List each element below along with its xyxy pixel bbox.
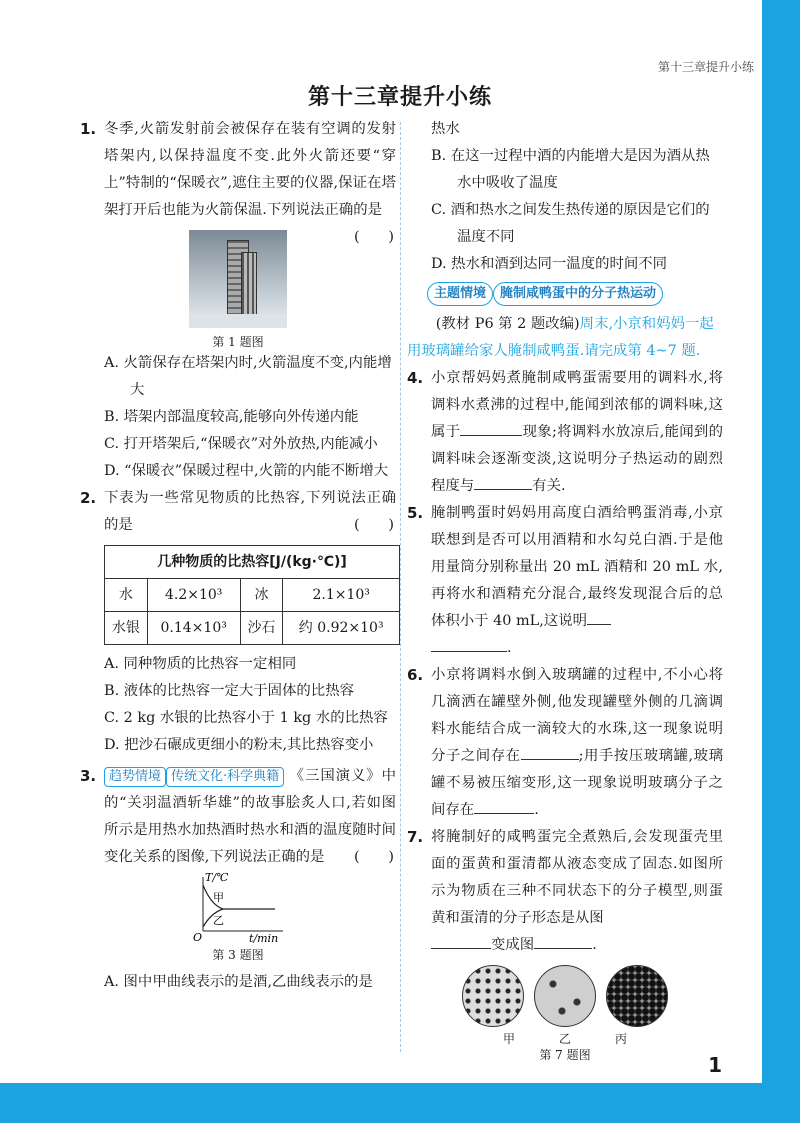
question-3	[80, 763, 396, 871]
topic-banner	[427, 280, 723, 307]
table-cell: 0.14×10³	[147, 612, 240, 645]
right-column	[407, 116, 723, 1063]
table-cell: 水银	[105, 612, 148, 645]
table-row	[105, 612, 400, 645]
model-labels	[407, 1031, 723, 1047]
question-text: 变成图	[491, 937, 535, 953]
curve-label-jia: 甲	[213, 891, 224, 904]
topic-tag: 主题情境	[427, 282, 493, 306]
answer-blank[interactable]	[474, 813, 534, 814]
question-text: 将腌制好的咸鸭蛋完全煮熟后,会发现蛋壳里面的蛋黄和蛋清都从液态变成了固态.如图所示为物质在三种不同状态下的分子模型,则蛋黄和蛋清的分子形态是从图	[431, 829, 723, 926]
model-label: 丙	[615, 1032, 628, 1046]
figure-3	[80, 871, 396, 963]
question-text: 小京将调料水倒入玻璃罐的过程中,不小心将几滴洒在罐壁外侧,他发现罐壁外侧的几滴调料水能结合成一滴较大的水珠,这一现象说明分子之间存在	[431, 667, 723, 764]
table-cell: 2.1×10³	[283, 579, 400, 612]
model-label: 甲	[502, 1032, 515, 1046]
specific-heat-table	[104, 545, 400, 645]
question-text: 冬季,火箭发射前会被保存在装有空调的发射塔架内,以保持温度不变.此外火箭还要“穿上”特制的“保暖衣”,遮住主要的仪器,保证在塔架打开后也能为火箭保温.下列说法正确的是	[104, 121, 396, 218]
question-4	[407, 365, 723, 500]
option-d: D. “保暖衣”保暖过程中,火箭的内能不断增大	[104, 463, 389, 479]
question-text: 《三国演义》中的“关羽温酒斩华雄”的故事脍炙人口,若如图所示是用热水加热酒时热水和酒的温度随时间变化关系的图像,下列说法正确的是	[104, 768, 396, 865]
option-b: B. 塔架内部温度较高,能够向外传递内能	[104, 409, 359, 425]
answer-blank[interactable]	[460, 435, 522, 436]
intro-text: 周末,小京和妈妈一起用玻璃罐给家人腌制咸鸭蛋.请完成第 4~7 题.	[407, 316, 714, 359]
option-a: A. 火箭保存在塔架内时,火箭温度不变,内能增大	[104, 355, 392, 398]
answer-parentheses: ( )	[353, 229, 394, 245]
topic-intro	[407, 311, 723, 365]
curve-label-yi: 乙	[213, 914, 224, 927]
page-title: 第十三章提升小练	[307, 85, 492, 110]
table-cell: 沙石	[240, 612, 283, 645]
question-text: .	[507, 640, 512, 656]
question-number: 7.	[407, 828, 424, 846]
figure-caption: 第 3 题图	[212, 948, 264, 962]
table-cell: 4.2×10³	[147, 579, 240, 612]
question-text: 有关.	[532, 478, 566, 494]
option-d: D. 把沙石碾成更细小的粉末,其比热容变小	[104, 737, 374, 753]
question-number: 5.	[407, 504, 424, 522]
table-row	[105, 579, 400, 612]
question-number: 2.	[80, 489, 97, 507]
origin-label: O	[193, 931, 203, 943]
table-cell: 水	[105, 579, 148, 612]
figure-7	[407, 965, 723, 1063]
option-a: A. 图中甲曲线表示的是酒,乙曲线表示的是	[104, 974, 373, 990]
option-a: A. 同种物质的比热容一定相同	[104, 656, 297, 672]
page-number: 1	[708, 1053, 722, 1077]
question-7	[407, 824, 723, 959]
x-axis-label: t/min	[249, 932, 279, 943]
trend-tag: 趋势情境	[104, 767, 166, 787]
question-number: 1.	[80, 120, 97, 138]
column-divider	[400, 122, 401, 1052]
question-text: 小京帮妈妈煮腌制咸鸭蛋需要用的调料水,将调料水煮沸的过程中,能闻到浓郁的调料味,这属于	[431, 370, 723, 440]
table-caption: 几种物质的比热容[J/(kg·℃)]	[105, 546, 400, 579]
table-cell: 冰	[240, 579, 283, 612]
question-text: .	[534, 802, 539, 818]
question-text: 腌制鸭蛋时妈妈用高度白酒给鸭蛋消毒,小京联想到是否可以用酒精和水勾兑白酒.于是他用量筒分别称量出 20 mL 酒精和 20 mL 水,再将水和酒精充分混合,最终发现混合后的总体积小于 40 mL,这说明	[431, 505, 723, 629]
bottom-border	[0, 1083, 800, 1123]
question-number: 4.	[407, 369, 424, 387]
answer-blank[interactable]	[431, 651, 507, 652]
answer-blank[interactable]	[431, 948, 491, 949]
running-header: 第十三章提升小练	[657, 60, 754, 74]
rocket-tower-photo	[189, 230, 287, 328]
table-cell: 约 0.92×10³	[283, 612, 400, 645]
answer-blank[interactable]	[534, 948, 592, 949]
question-6	[407, 662, 723, 824]
question-text: .	[592, 937, 597, 953]
molecule-models	[407, 965, 723, 1027]
topic-title: 腌制咸鸭蛋中的分子热运动	[493, 282, 663, 306]
figure-caption: 第 7 题图	[539, 1048, 591, 1062]
option-c: C. 酒和热水之间发生热传递的原因是它们的温度不同	[431, 202, 710, 245]
right-border	[762, 0, 800, 1123]
y-axis-label: T/℃	[205, 871, 229, 884]
figure-caption: 第 1 题图	[212, 335, 264, 349]
model-label: 乙	[558, 1032, 571, 1046]
question-5	[407, 500, 723, 662]
option-c: C. 打开塔架后,“保暖衣”对外放热,内能减小	[104, 436, 378, 452]
question-1	[80, 116, 396, 245]
question-text: 下表为一些常见物质的比热容,下列说法正确的是	[104, 490, 396, 533]
answer-parentheses: ( )	[353, 517, 394, 533]
figure-1	[80, 230, 396, 350]
question-number: 3.	[80, 767, 97, 785]
question-number: 6.	[407, 666, 424, 684]
molecule-model-bing	[606, 965, 668, 1027]
option-a-continued: 热水	[431, 121, 460, 137]
left-column	[80, 116, 396, 996]
answer-blank[interactable]	[587, 624, 611, 625]
answer-blank[interactable]	[521, 759, 579, 760]
question-2	[80, 485, 396, 539]
question-text: ;用手按压玻璃罐,玻璃罐不易被压缩变形,这一现象说明玻璃分子之间存在	[431, 748, 723, 818]
question-text: 现象;将调料水放凉后,能闻到的调料味会逐渐变淡,这说明分子热运动的剧烈程度与	[431, 424, 723, 494]
answer-parentheses: ( )	[353, 849, 394, 865]
molecule-model-jia	[462, 965, 524, 1027]
option-b: B. 液体的比热容一定大于固体的比热容	[104, 683, 354, 699]
molecule-model-yi	[534, 965, 596, 1027]
option-c: C. 2 kg 水银的比热容小于 1 kg 水的比热容	[104, 710, 388, 726]
answer-blank[interactable]	[474, 489, 532, 490]
option-d: D. 热水和酒到达同一温度的时间不同	[431, 256, 668, 272]
culture-tag: 传统文化·科学典籍	[166, 767, 284, 787]
temperature-graph	[183, 871, 293, 943]
option-b: B. 在这一过程中酒的内能增大是因为酒从热水中吸收了温度	[431, 148, 710, 191]
intro-source: (教材 P6 第 2 题改编)	[435, 316, 580, 332]
